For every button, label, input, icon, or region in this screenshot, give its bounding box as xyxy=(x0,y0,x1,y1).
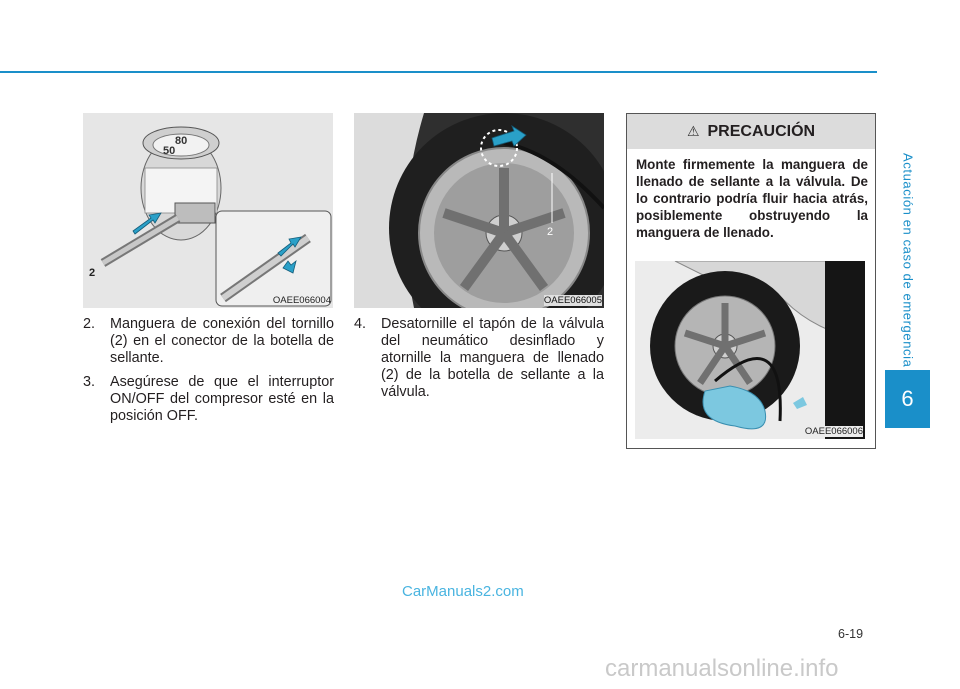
callout-2: 2 xyxy=(547,226,554,238)
caution-title: PRECAUCIÓN xyxy=(707,122,816,140)
figure-code: OAEE066004 xyxy=(272,295,331,306)
chapter-tab[interactable]: 6 xyxy=(885,370,930,428)
step-item: 4. Desatornille el tapón de la válvula del neumático desinflado y atornille la manguera de llenado (2) de la botella de sellante a la válvula. xyxy=(354,316,604,400)
gauge-top-value: 80 xyxy=(175,135,188,147)
caution-header xyxy=(627,114,875,149)
gauge-bottom-value: 50 xyxy=(163,145,176,157)
figure-sealant-leak xyxy=(635,261,865,439)
page-number: 6-19 xyxy=(838,627,864,641)
watermark-link[interactable]: CarManuals2.com xyxy=(402,583,524,600)
figure-sealant-bottle-hose xyxy=(83,113,333,308)
figure-tire-valve-hose xyxy=(354,113,604,308)
caution-text: Monte firmemente la manguera de llenado de sellante a la válvula. De lo contrario podría fluir hacia atrás, posiblemente obstruyendo la manguera de llenado. xyxy=(636,157,868,240)
step-item: 2. Manguera de conexión del tornillo (2) en el conector de la botella de sellante. xyxy=(83,316,334,366)
step-item: 3. Asegúrese de que el interruptor ON/OFF del compresor esté en la posición OFF. xyxy=(83,374,334,424)
steps-right xyxy=(354,316,604,408)
steps-left xyxy=(83,316,334,432)
caution-box xyxy=(626,113,876,449)
section-side-title: Actuación en caso de emergencia xyxy=(900,152,916,368)
header-rule xyxy=(0,71,877,73)
figure-code: OAEE066005 xyxy=(543,295,602,306)
footer-watermark: carmanualsonline.info xyxy=(605,655,839,682)
callout-2: 2 xyxy=(89,267,96,279)
figure-code: OAEE066006 xyxy=(804,426,863,437)
warning-triangle-icon: ⚠ xyxy=(686,123,700,139)
